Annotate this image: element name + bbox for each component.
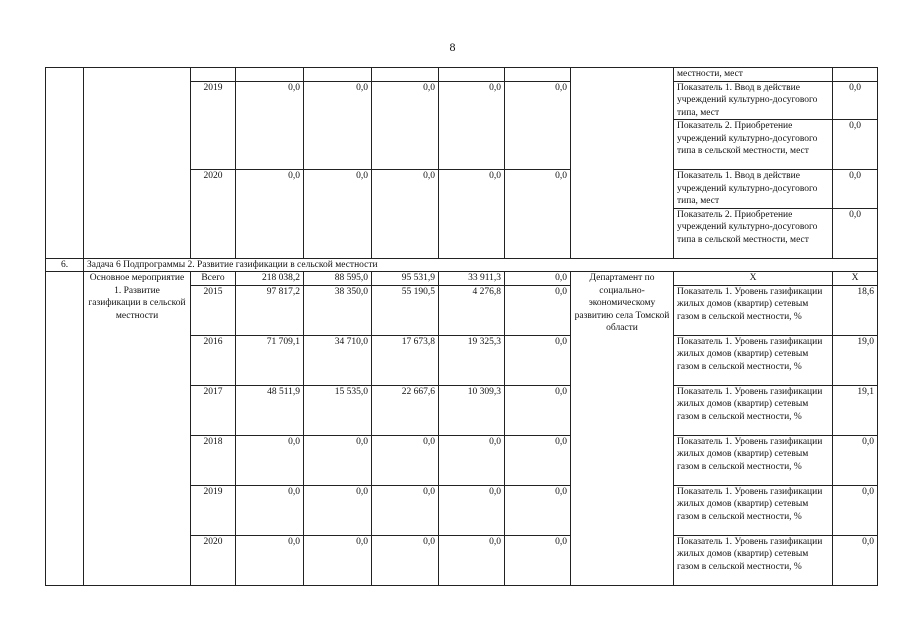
program-table — [45, 67, 878, 586]
total-cell: 0,0 — [236, 81, 304, 170]
value-cell: Х — [833, 272, 878, 286]
fund-cell: 0,0 — [439, 170, 505, 259]
year-cell — [191, 68, 236, 82]
num-cell — [46, 272, 84, 586]
total-cell — [236, 68, 304, 82]
year-cell: 2019 — [191, 81, 236, 170]
fund-cell: 0,0 — [304, 170, 372, 259]
fund-cell: 0,0 — [372, 170, 439, 259]
indicator-cell: Показатель 1. Уровень газификации жилых домов (квартир) сетевым газом в сельской местности, % — [674, 285, 833, 335]
fund-cell — [505, 68, 571, 82]
total-cell: 97 817,2 — [236, 285, 304, 335]
value-cell: 0,0 — [833, 81, 878, 120]
value-cell: 0,0 — [833, 170, 878, 209]
value-cell: 0,0 — [833, 435, 878, 485]
fund-cell: 22 667,6 — [372, 385, 439, 435]
total-cell: 218 038,2 — [236, 272, 304, 286]
fund-cell: 0,0 — [505, 170, 571, 259]
year-cell: 2016 — [191, 335, 236, 385]
fund-cell — [304, 68, 372, 82]
fund-cell: 10 309,3 — [439, 385, 505, 435]
indicator-cell: местности, мест — [674, 68, 833, 82]
value-cell: 19,0 — [833, 335, 878, 385]
fund-cell: 0,0 — [304, 485, 372, 535]
fund-cell: 4 276,8 — [439, 285, 505, 335]
fund-cell: 0,0 — [505, 535, 571, 585]
activity-cell: Основное мероприятие 1. Развитие газификации в сельской местности — [84, 272, 191, 586]
fund-cell: 0,0 — [372, 435, 439, 485]
task-row — [46, 258, 878, 272]
fund-cell: 0,0 — [505, 81, 571, 170]
indicator-cell: Показатель 2. Приобретение учреждений культурно-досугового типа в сельской местности, мест — [674, 208, 833, 258]
indicator-cell: Показатель 2. Приобретение учреждений культурно-досугового типа в сельской местности, мест — [674, 120, 833, 170]
fund-cell: 19 325,3 — [439, 335, 505, 385]
fund-cell: 95 531,9 — [372, 272, 439, 286]
indicator-cell: Показатель 1. Уровень газификации жилых домов (квартир) сетевым газом в сельской местности, % — [674, 485, 833, 535]
fund-cell: 0,0 — [304, 81, 372, 170]
total-cell: 71 709,1 — [236, 335, 304, 385]
fund-cell: 0,0 — [372, 485, 439, 535]
table-row — [46, 272, 878, 286]
value-cell: 0,0 — [833, 535, 878, 585]
table-row — [46, 68, 878, 82]
fund-cell: 55 190,5 — [372, 285, 439, 335]
value-cell — [833, 68, 878, 82]
executor-cell — [571, 68, 674, 259]
fund-cell: 88 595,0 — [304, 272, 372, 286]
fund-cell: 0,0 — [439, 81, 505, 170]
total-cell: 0,0 — [236, 170, 304, 259]
year-cell: 2019 — [191, 485, 236, 535]
fund-cell: 15 535,0 — [304, 385, 372, 435]
fund-cell: 0,0 — [439, 485, 505, 535]
num-cell — [46, 68, 84, 259]
fund-cell: 0,0 — [439, 535, 505, 585]
fund-cell: 38 350,0 — [304, 285, 372, 335]
fund-cell: 0,0 — [304, 435, 372, 485]
year-cell: 2020 — [191, 535, 236, 585]
indicator-cell: Показатель 1. Уровень газификации жилых домов (квартир) сетевым газом в сельской местности, % — [674, 385, 833, 435]
total-cell: 0,0 — [236, 435, 304, 485]
executor-cell: Департамент по социально-экономическому развитию села Томской области — [571, 272, 674, 586]
value-cell: 0,0 — [833, 120, 878, 170]
task-title: Задача 6 Подпрограммы 2. Развитие газификации в сельской местности — [84, 258, 878, 272]
total-cell: 0,0 — [236, 535, 304, 585]
indicator-cell: Показатель 1. Ввод в действие учреждений культурно-досугового типа, мест — [674, 170, 833, 209]
value-cell: 18,6 — [833, 285, 878, 335]
fund-cell: 33 911,3 — [439, 272, 505, 286]
indicator-cell: Показатель 1. Уровень газификации жилых домов (квартир) сетевым газом в сельской местности, % — [674, 535, 833, 585]
activity-cell — [84, 68, 191, 259]
value-cell: 0,0 — [833, 208, 878, 258]
fund-cell: 0,0 — [505, 435, 571, 485]
fund-cell: 0,0 — [304, 535, 372, 585]
value-cell: 0,0 — [833, 485, 878, 535]
fund-cell: 0,0 — [505, 385, 571, 435]
fund-cell: 34 710,0 — [304, 335, 372, 385]
year-cell: Всего — [191, 272, 236, 286]
total-cell: 48 511,9 — [236, 385, 304, 435]
value-cell: 19,1 — [833, 385, 878, 435]
fund-cell: 0,0 — [505, 335, 571, 385]
fund-cell: 17 673,8 — [372, 335, 439, 385]
page-number: 8 — [449, 40, 456, 54]
fund-cell — [372, 68, 439, 82]
year-cell: 2017 — [191, 385, 236, 435]
fund-cell: 0,0 — [439, 435, 505, 485]
task-number: 6. — [46, 258, 84, 272]
total-cell: 0,0 — [236, 485, 304, 535]
fund-cell: 0,0 — [505, 285, 571, 335]
indicator-cell: Показатель 1. Уровень газификации жилых домов (квартир) сетевым газом в сельской местности, % — [674, 435, 833, 485]
indicator-cell: Показатель 1. Ввод в действие учреждений культурно-досугового типа, мест — [674, 81, 833, 120]
indicator-cell: Х — [674, 272, 833, 286]
year-cell: 2018 — [191, 435, 236, 485]
year-cell: 2015 — [191, 285, 236, 335]
fund-cell — [439, 68, 505, 82]
fund-cell: 0,0 — [505, 272, 571, 286]
fund-cell: 0,0 — [505, 485, 571, 535]
year-cell: 2020 — [191, 170, 236, 259]
fund-cell: 0,0 — [372, 535, 439, 585]
indicator-cell: Показатель 1. Уровень газификации жилых домов (квартир) сетевым газом в сельской местности, % — [674, 335, 833, 385]
fund-cell: 0,0 — [372, 81, 439, 170]
